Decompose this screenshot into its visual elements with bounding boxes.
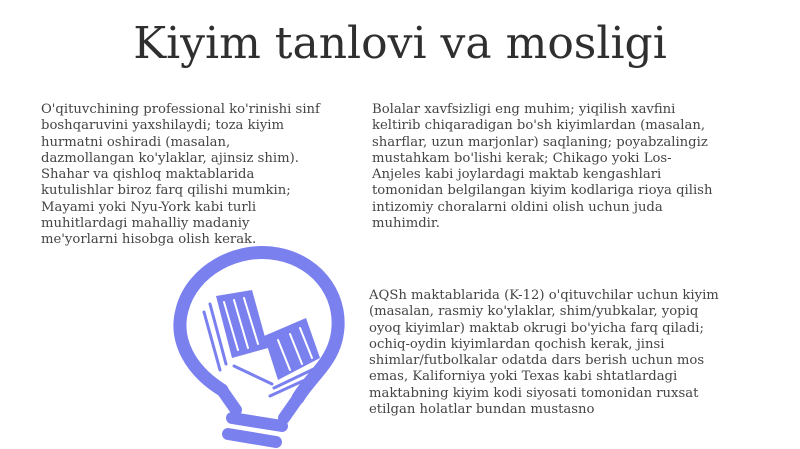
paragraph-professional-appearance: O'qituvchining professional ko'rinishi sinf boshqaruvini yaxshilaydi; toza kiyim hurmatni oshiradi (masalan, dazmollangan ko'ylaklar, ajinsiz shim). Shahar va qishloq maktablarida kutulishlar biroz farq qilishi mumkin; Mayami yoki Nyu-York kabi turli muhitlardagi mahalliy madaniy me'yorlarni hisobga olish kerak. bbox=[41, 102, 320, 248]
slide-title: Kiyim tanlovi va mosligi bbox=[133, 18, 667, 69]
lightbulb-book-icon bbox=[160, 240, 350, 449]
paragraph-school-dress-code: AQSh maktablarida (K-12) o'qituvchilar uchun kiyim (masalan, rasmiy ko'ylaklar, shim/yubkalar, yopiq oyoq kiyimlar) maktab okrugi bo'yicha farq qiladi; ochiq-oydin kiyimlardan qochish kerak, jinsi shimlar/futbolkalar odatda dars berish uchun mos emas, Kaliforniya yoki Texas kabi shtatlardagi maktabning kiyim kodi siyosati tomonidan ruxsat etilgan holatlar bundan mustasno bbox=[369, 288, 719, 418]
paragraph-child-safety: Bolalar xavfsizligi eng muhim; yiqilish xavfini keltirib chiqaradigan bo'sh kiyimlardan (masalan, sharflar, uzun marjonlar) saqlaning; poyabzalingiz mustahkam bo'lishi kerak; Chikago yoki Los- Anjeles kabi joylardagi maktab kengashlari tomonidan belgilangan kiyim kodlariga rioya qilish intizomiy choralarni oldini olish uchun juda muhimdir. bbox=[372, 102, 713, 232]
